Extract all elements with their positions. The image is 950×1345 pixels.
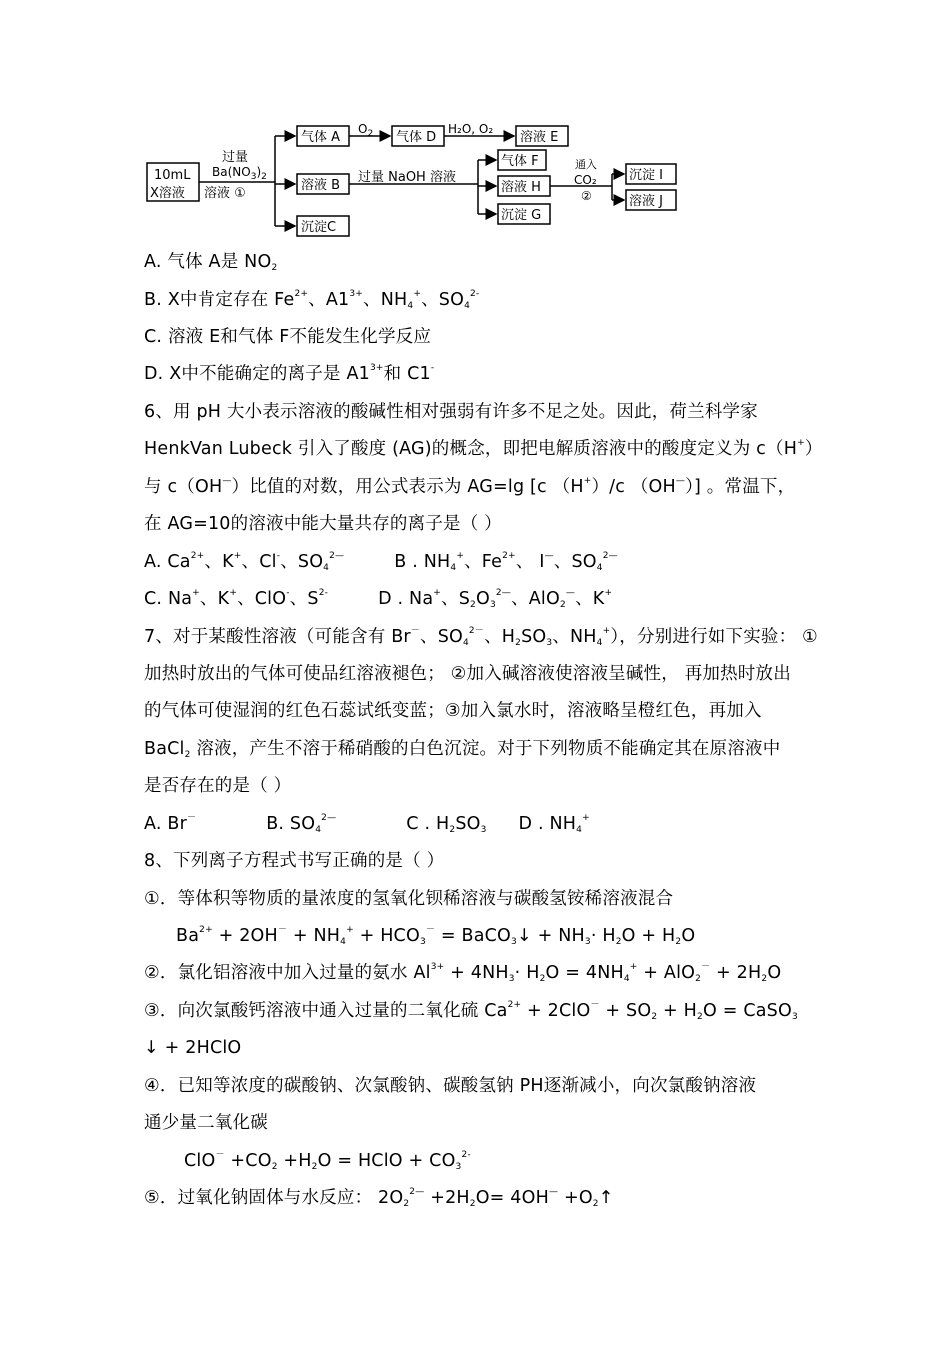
eq2: ②．氯化铝溶液中加入过量的氨水 $Al^{3+} + 4NH_3\cdot H_2O = 4NH_4^+ + AlO_2^- + 2H_2O$	[144, 962, 782, 984]
reagent-label-b: $Ba(NO_3)_2$	[212, 165, 267, 182]
ppt-c-label: 沉淀C	[301, 220, 337, 235]
reagent-label-c: 溶液 ①	[204, 186, 246, 201]
flow-diagram	[140, 118, 700, 248]
sol-e-label: 溶液 E	[520, 130, 559, 145]
flow-diagram-svg	[140, 118, 700, 248]
q7-line-4: BaCl$_2$ 溶液，产生不溶于稀硝酸的白色沉淀。对于下列物质不能确定其在原溶液中	[144, 739, 781, 760]
sol-j-label: 溶液 J	[629, 194, 663, 209]
h2o-o2-label: H₂O, O₂	[448, 122, 494, 136]
x-solution-label-2: X溶液	[150, 186, 185, 201]
gas-d-label: 气体 D	[396, 130, 437, 145]
ppt-g-label: 沉淀 G	[501, 208, 542, 223]
sol-b-label: 溶液 B	[301, 178, 341, 193]
gas-a-label: 气体 A	[301, 130, 341, 145]
q6-line-2: HenkVan Lubeck 引入了酸度 (AG)的概念，即把电解质溶液中的酸度定义为 c（H+）	[144, 438, 823, 459]
eq3: ③．向次氯酸钙溶液中通入过量的二氧化硫 $Ca^{2+} + 2ClO^- + SO_2 + H_2O$ = CaSO$_3$	[144, 1000, 798, 1022]
x-solution-label: 10mL	[154, 168, 191, 183]
eq5: ⑤．过氧化钠固体与水反应： $2O_2^{2—} +2H_2O= 4OH^—$ $+O_2↑$	[144, 1187, 614, 1209]
ppt-i-label: 沉淀 I	[629, 168, 663, 183]
option-b: B. X中肯定存在 $Fe^{2+}$、$A1^{3+}$、$NH_4^+$、$SO_4^{2-}$	[144, 289, 480, 311]
sol-h-label: 溶液 H	[501, 180, 541, 195]
q6-line-3: 与 c（OH—）比值的对数，用公式表示为 AG=lg [c （H+）/c （OH—）] 。常温下，	[144, 476, 796, 497]
option-c: C. 溶液 E和气体 F不能发生化学反应	[144, 327, 432, 347]
eq4-formula: $ClO^- +CO_2 +H_2O$ = HClO + $CO_3^{2-}$	[184, 1150, 471, 1172]
option-d: D. X中不能确定的离子是 $A1^{3+}$和 C1-	[144, 363, 435, 384]
q6-option-cd: C. Na+、K+、ClO-、$S^{2-}$ D . Na+、$S_2O_3^{2—}$、AlO$_2$—、K+	[144, 588, 613, 610]
q6-line-4: 在 AG=10的溶液中能大量共存的离子是（ ）	[144, 514, 502, 534]
eq1-formula: $Ba^{2+} + 2OH^- + NH_4^+ + HCO_3^-$ = BaCO$_3$↓ + $NH_3\cdot H_2O + H_2O$	[176, 925, 696, 947]
naoh-label: 过量 NaOH 溶液	[358, 170, 456, 185]
eq3-cont: ↓ + 2HClO	[144, 1038, 242, 1058]
reagent-label: 过量	[222, 150, 249, 165]
q7-line-3: 的气体可使湿润的红色石蕊试纸变蓝；③加入氯水时，溶液略呈橙红色，再加入	[144, 701, 762, 721]
q7-line-5: 是否存在的是（ ）	[144, 776, 292, 796]
eq4-text: ④．已知等浓度的碳酸钠、次氯酸钠、碳酸氢钠 PH逐渐减小，向次氯酸钠溶液	[144, 1076, 757, 1096]
co2-label-3: ②	[581, 189, 592, 203]
o2-label: $O_2$	[358, 122, 374, 139]
q7-options: A. Br－ B. $SO_4^{2—}$ C . $H_2SO_3$ D . $NH_4^+$	[144, 813, 590, 835]
q7-line-1: 7、对于某酸性溶液（可能含有 Br－、$SO_4^{2-}$、$H_2SO_3$、$NH_4^+$），分别进行如下实验： ①	[144, 626, 818, 648]
option-a: A. 气体 A是 $NO_2$	[144, 252, 278, 273]
q6-option-ab: A. $Ca^{2+}$、K+、Cl-、$SO_4^{2—}$ B . $NH_4^+$、$Fe^{2+}$、 I—、$SO_4^{2—}$	[144, 551, 618, 573]
gas-f-label: 气体 F	[501, 154, 539, 169]
q7-line-2: 加热时放出的气体可使品红溶液褪色； ②加入碱溶液使溶液呈碱性， 再加热时放出	[144, 664, 791, 684]
q8-line: 8、下列离子方程式书写正确的是（ ）	[144, 851, 445, 871]
q6-line-1: 6、用 pH 大小表示溶液的酸碱性相对强弱有许多不足之处。因此，荷兰科学家	[144, 402, 758, 422]
eq1-text: ①．等体积等物质的量浓度的氢氧化钡稀溶液与碳酸氢铵稀溶液混合	[144, 889, 674, 909]
co2-label-2: CO₂	[574, 173, 597, 187]
co2-label-1: 通入	[575, 158, 597, 171]
eq4-text-2: 通少量二氧化碳	[144, 1113, 268, 1133]
